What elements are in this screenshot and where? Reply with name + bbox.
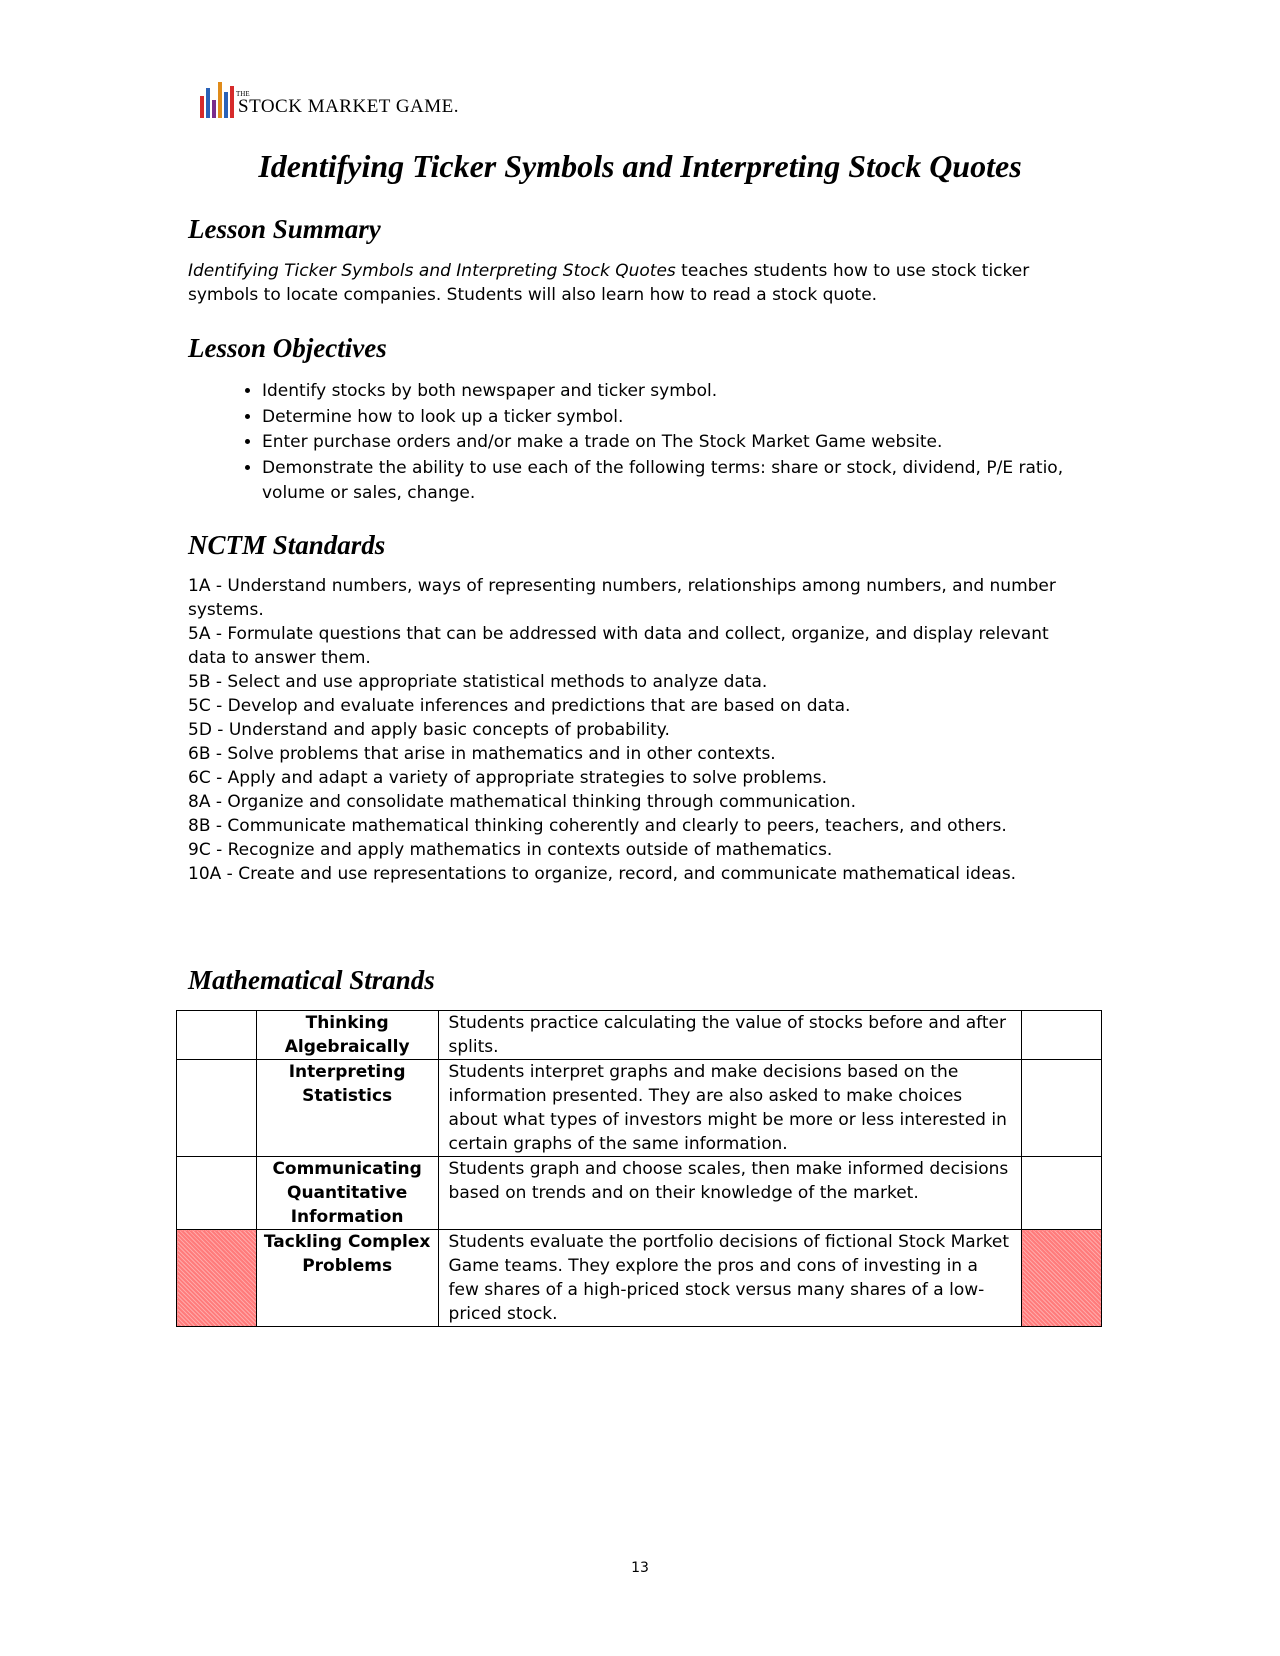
side-cell bbox=[177, 1157, 257, 1230]
list-item: • Demonstrate the ability to use each of the following terms: share or stock, dividend, P/E ratio, volume or sales, change. bbox=[262, 456, 1102, 507]
list-item: • Identify stocks by both newspaper and ticker symbol. bbox=[262, 379, 1102, 405]
list-item: 5B - Select and use appropriate statistical methods to analyze data. bbox=[188, 672, 768, 692]
list-item: • Determine how to look up a ticker symbol. bbox=[262, 405, 1102, 431]
strand-description: Students evaluate the portfolio decisions of fictional Stock Market Game teams. They explore the pros and cons of investing in a few shares of a high-priced stock versus many shares of a low-priced stock. bbox=[438, 1230, 1022, 1327]
strands-table bbox=[176, 1010, 1102, 1327]
summary-italic-title: Identifying Ticker Symbols and Interpreting Stock Quotes bbox=[188, 261, 676, 281]
list-item: 5C - Develop and evaluate inferences and predictions that are based on data. bbox=[188, 696, 851, 716]
page-number: 13 bbox=[631, 1560, 649, 1576]
list-item: 10A - Create and use representations to organize, record, and communicate mathematical ideas. bbox=[188, 864, 1017, 884]
side-cell bbox=[1022, 1011, 1102, 1060]
table-row bbox=[177, 1157, 1102, 1230]
logo-name: STOCK MARKET GAME. bbox=[238, 96, 460, 117]
side-cell-highlighted bbox=[1022, 1230, 1102, 1327]
logo-the: THE bbox=[236, 90, 250, 98]
strand-description: Students practice calculating the value of stocks before and after splits. bbox=[438, 1011, 1022, 1060]
strand-name: Thinking Algebraically bbox=[256, 1011, 438, 1060]
side-cell bbox=[1022, 1157, 1102, 1230]
standards-list bbox=[188, 574, 1068, 886]
table-row bbox=[177, 1230, 1102, 1327]
table-row bbox=[177, 1060, 1102, 1157]
objectives-heading: Lesson Objectives bbox=[188, 333, 387, 363]
summary-text bbox=[188, 259, 1068, 307]
summary-body: teaches students how to use stock ticker symbols to locate companies. Students will also learn how to read a stock quote. bbox=[188, 261, 1030, 305]
side-cell bbox=[177, 1011, 257, 1060]
list-item: 8A - Organize and consolidate mathematical thinking through communication. bbox=[188, 792, 856, 812]
strand-name: Tackling Complex Problems bbox=[256, 1230, 438, 1327]
objectives-list bbox=[226, 379, 1102, 507]
side-cell bbox=[1022, 1060, 1102, 1157]
list-item: 1A - Understand numbers, ways of representing numbers, relationships among numbers, and number systems. bbox=[188, 576, 1056, 620]
table-row bbox=[177, 1011, 1102, 1060]
strand-description: Students graph and choose scales, then make informed decisions based on trends and on their knowledge of the market. bbox=[438, 1157, 1022, 1230]
list-item: 5A - Formulate questions that can be addressed with data and collect, organize, and display relevant data to answer them. bbox=[188, 624, 1049, 668]
list-item: 6B - Solve problems that arise in mathematics and in other contexts. bbox=[188, 744, 776, 764]
standards-heading: NCTM Standards bbox=[188, 530, 386, 560]
summary-heading: Lesson Summary bbox=[188, 214, 381, 244]
strand-description: Students interpret graphs and make decisions based on the information presented. They are also asked to make choices about what types of investors might be more or less interested in certain graphs of the same information. bbox=[438, 1060, 1022, 1157]
side-cell-highlighted bbox=[177, 1230, 257, 1327]
strands-heading: Mathematical Strands bbox=[188, 965, 435, 995]
logo-bars-icon bbox=[200, 82, 234, 118]
stock-market-game-logo bbox=[200, 82, 459, 118]
list-item: 5D - Understand and apply basic concepts of probability. bbox=[188, 720, 670, 740]
list-item: 9C - Recognize and apply mathematics in contexts outside of mathematics. bbox=[188, 840, 833, 860]
list-item: 6C - Apply and adapt a variety of appropriate strategies to solve problems. bbox=[188, 768, 828, 788]
strand-name: Communicating Quantitative Information bbox=[256, 1157, 438, 1230]
page-title: Identifying Ticker Symbols and Interpreting Stock Quotes bbox=[258, 148, 1022, 184]
list-item: • Enter purchase orders and/or make a trade on The Stock Market Game website. bbox=[262, 430, 1102, 456]
strand-name: Interpreting Statistics bbox=[256, 1060, 438, 1157]
list-item: 8B - Communicate mathematical thinking coherently and clearly to peers, teachers, and others. bbox=[188, 816, 1007, 836]
side-cell bbox=[177, 1060, 257, 1157]
